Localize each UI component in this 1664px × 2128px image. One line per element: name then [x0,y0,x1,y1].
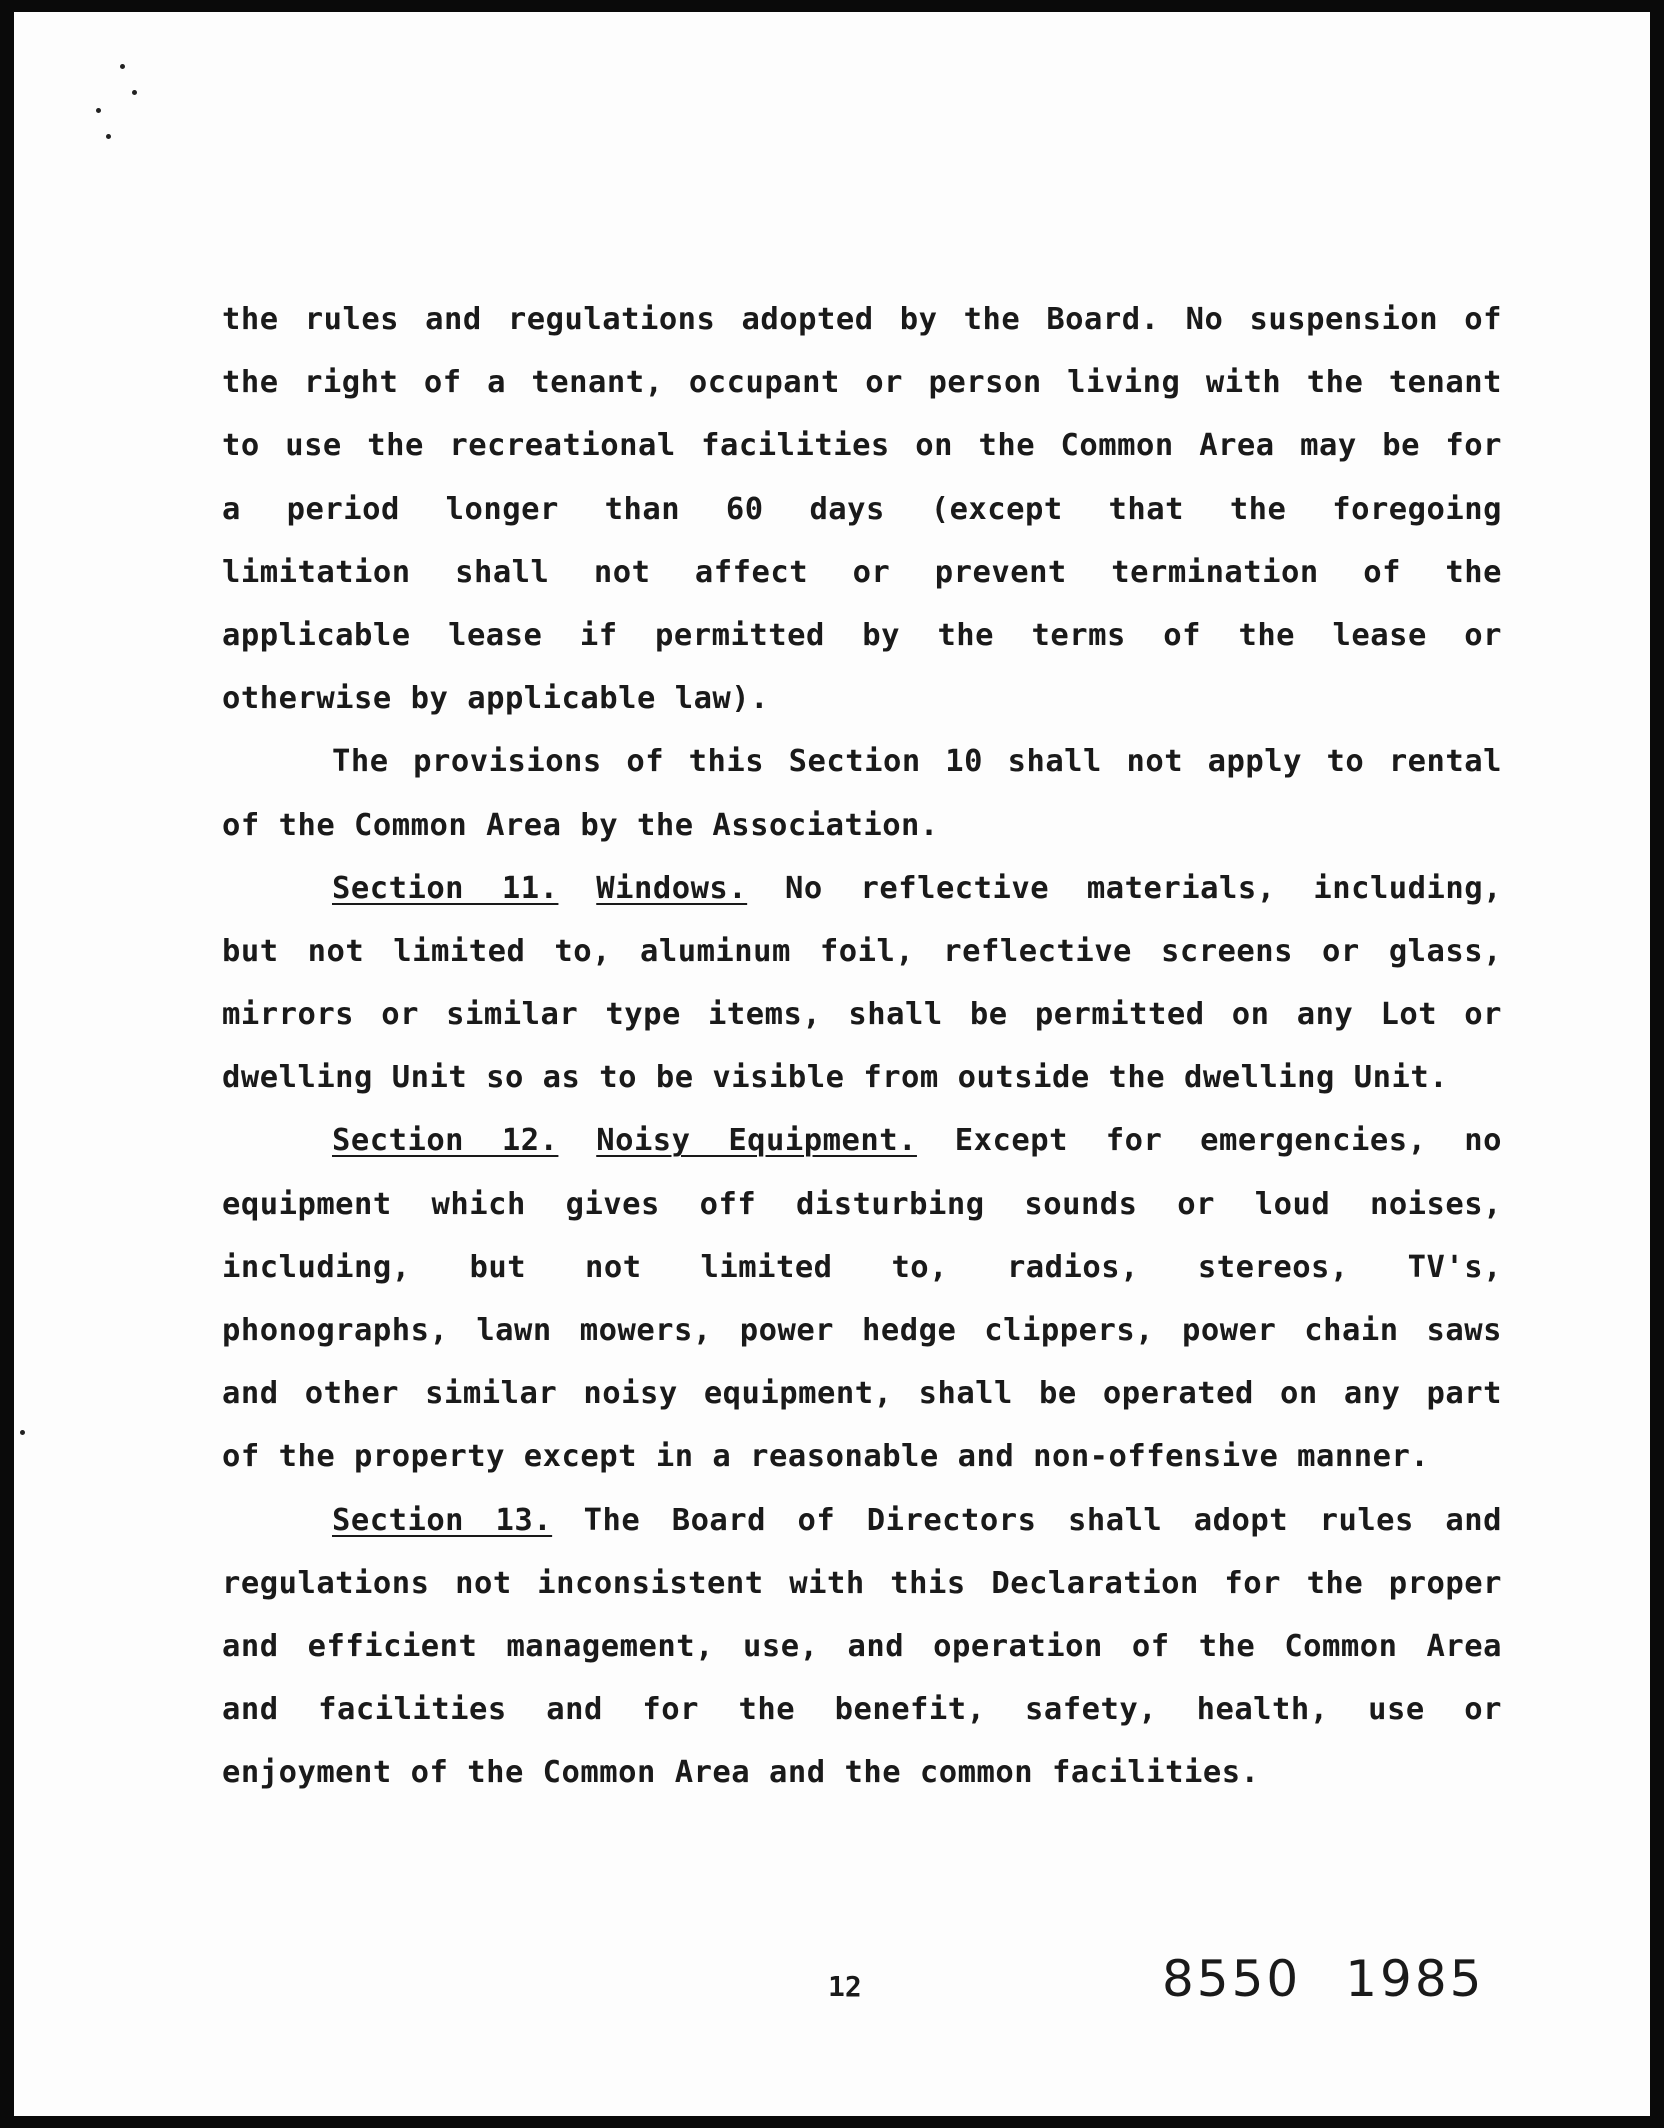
scan-speck [120,64,125,69]
page-number: 12 [828,1970,862,2003]
text-line: including, but not limited to, radios, stereos, TV's, [222,1249,1502,1285]
text-line: applicable lease if permitted by the terms of the lease or [222,617,1502,653]
section-12-label: Section 12. [332,1123,559,1159]
text-line: equipment which gives off disturbing sounds or loud noises, [222,1186,1502,1222]
text-line: a period longer than 60 days (except that the foregoing [222,491,1502,527]
text-line: limitation shall not affect or prevent termination of the [222,554,1502,590]
text-line: and efficient management, use, and operation of the Common Area [222,1628,1502,1664]
text-line: regulations not inconsistent with this Declaration for the proper [222,1565,1502,1601]
text-line: otherwise by applicable law). [222,681,770,717]
section-12-title: Noisy Equipment. [596,1123,917,1159]
text-line: dwelling Unit so as to be visible from outside the dwelling Unit. [222,1060,1449,1096]
book-number: 8550 [1162,1950,1302,2008]
section-11-lead: No reflective materials, including, [784,870,1502,906]
text-line: but not limited to, aluminum foil, reflective screens or glass, [222,933,1502,969]
text-line: of the Common Area by the Association. [222,807,939,843]
section-11-title: Windows. [596,870,748,906]
section-13-heading-line [222,1489,1502,1552]
text-line: to use the recreational facilities on the Common Area may be for [222,428,1502,464]
text-line: the right of a tenant, occupant or person living with the tenant [222,365,1502,401]
text-line: phonographs, lawn mowers, power hedge clippers, power chain saws [222,1313,1502,1348]
text-line: enjoyment of the Common Area and the common facilities. [222,1755,1260,1791]
book-page-number: 1985 [1345,1950,1485,2008]
scan-speck [20,1430,25,1435]
text-line: of the property except in a reasonable and non-offensive manner. [222,1439,1430,1475]
section-13-label: Section 13. [332,1502,553,1538]
document-body [222,288,1502,1805]
text-line: The provisions of this Section 10 shall not apply to rental [332,744,1502,780]
scan-speck [132,90,137,95]
text-line: the rules and regulations adopted by the Board. No suspension of [222,302,1502,337]
section-12-heading-line [222,1109,1502,1172]
recording-reference [1162,1950,1485,2008]
text-line: and other similar noisy equipment, shall be operated on any part [222,1376,1502,1412]
section-11-label: Section 11. [332,870,559,906]
text-line: mirrors or similar type items, shall be permitted on any Lot or [222,997,1502,1033]
section-11-heading-line [222,857,1502,920]
scan-speck [96,108,101,113]
text-line: and facilities and for the benefit, safety, health, use or [222,1692,1502,1728]
section-12-lead: Except for emergencies, no [954,1123,1502,1159]
section-13-lead: The Board of Directors shall adopt rules and [583,1502,1502,1538]
scan-speck [106,134,111,139]
